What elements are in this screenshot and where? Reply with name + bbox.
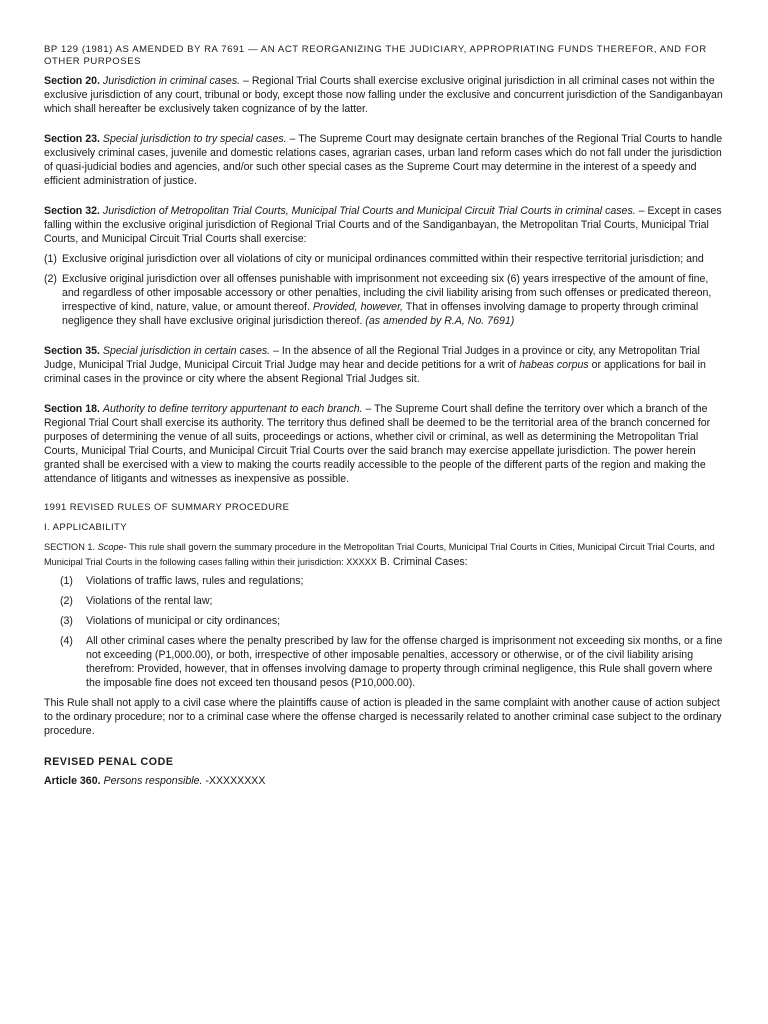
document-page xyxy=(44,44,724,788)
scope-paragraph xyxy=(44,540,724,570)
section-title: Jurisdiction in criminal cases. xyxy=(102,75,241,87)
list-number: (1) xyxy=(44,253,57,265)
rpc-heading: REVISED PENAL CODE xyxy=(44,756,174,768)
section-body: – Regional Trial Courts shall exercise exclusive original jurisdiction in all criminal cases not within the exclusive jurisdiction of any court, tribunal or body, except those now falling under the exclusive and concurrent jurisdiction of the Sandiganbayan which shall hereafter be exclusively taken cognizance of by the latter. xyxy=(44,75,723,115)
criminal-cases-list xyxy=(60,574,724,690)
article-label: Article 360. xyxy=(44,775,101,787)
list-item xyxy=(44,272,724,328)
section-title: Special jurisdiction in certain cases. xyxy=(102,345,271,357)
article-360 xyxy=(44,774,724,788)
section-label: Section 32. xyxy=(44,205,100,217)
section-18 xyxy=(44,402,724,486)
section-23 xyxy=(44,132,724,188)
section-32 xyxy=(44,204,724,328)
section-body: – In the absence of all the Regional Trial Judges in a province or city, any Metropolitan Trial Judge, Municipal Trial Judge, Municipal Circuit Trial Judge may hear and decide petitions for a writ of xyxy=(44,345,700,371)
list-item xyxy=(60,574,724,588)
list-text: Violations of municipal or city ordinances; xyxy=(86,615,281,627)
list-number: (2) xyxy=(44,273,57,285)
scope-label: SECTION 1. xyxy=(44,542,98,552)
scope-title: Scope xyxy=(97,542,124,552)
document-header: BP 129 (1981) AS AMENDED BY RA 7691 — AN ACT REORGANIZING THE JUDICIARY, APPROPRIATING FUNDS THEREFOR, AND FOR OTHER PURPOSES xyxy=(44,44,707,67)
list-number: (2) xyxy=(60,595,73,607)
article-title: Persons responsible. xyxy=(103,775,203,787)
section-title: Jurisdiction of Metropolitan Trial Courts, Municipal Trial Courts and Municipal Circuit Trial Courts in criminal cases. xyxy=(102,205,636,217)
section-body: – Except in cases falling within the exclusive original jurisdiction of Regional Trial Courts and of the Sandiganbayan, the Metropolitan Trial Courts, Municipal Trial Courts, and Municipal Circuit Trial Courts shall exercise: xyxy=(44,205,722,245)
list-text: Violations of the rental law; xyxy=(86,595,213,607)
list-item xyxy=(60,594,724,608)
list-number: (4) xyxy=(60,635,73,647)
section-label: Section 20. xyxy=(44,75,100,87)
list-item xyxy=(60,614,724,628)
section-body-italic: habeas corpus xyxy=(519,359,589,371)
section-label: Section 23. xyxy=(44,133,100,145)
scope-body: - This rule shall govern the summary procedure in the Metropolitan Trial Courts, Municipal Trial Courts in Cities, Municipal Circuit Trial Courts, and Municipal Trial Courts in the following cases falling within their jurisdiction: XXXXX xyxy=(44,542,715,567)
list-text: Exclusive original jurisdiction over all violations of city or municipal ordinances committed within their respective territorial jurisdiction; and xyxy=(62,253,704,265)
applicability-heading: I. APPLICABILITY xyxy=(44,522,127,533)
section-label: Section 18. xyxy=(44,403,100,415)
section-body: or applications for bail in criminal cases in the province or city where the absent Regional Trial Judges sit. xyxy=(44,359,706,385)
section-label: Section 35. xyxy=(44,345,100,357)
section-body: – The Supreme Court shall define the territory over which a branch of the Regional Trial Court shall exercise its authority. The territory thus defined shall be deemed to be the territorial area of the branch concerned for purposes of determining the venue of all suits, proceedings or actions, whether civil or criminal, as well as determining the Metropolitan Trial Courts, Municipal Trial Courts, and Municipal Circuit Trial Courts over the said branch may exercise appellate jurisdiction. The power herein granted shall be exercised with a view to making the courts readily accessible to the people of the different parts of the region and making the attendance of litigants and witnesses as inexpensive as possible. xyxy=(44,403,711,485)
section-35 xyxy=(44,344,724,386)
list-text: Violations of traffic laws, rules and regulations; xyxy=(86,575,304,587)
list-number: (3) xyxy=(60,615,73,627)
scope-tail: B. Criminal Cases: xyxy=(376,556,468,568)
list-item xyxy=(44,252,724,266)
summary-heading: 1991 REVISED RULES OF SUMMARY PROCEDURE xyxy=(44,502,290,513)
list-number: (1) xyxy=(60,575,73,587)
list-text: Exclusive original jurisdiction over all offenses punishable with imprisonment not exceeding six (6) years irrespective of the amount of fine, and regardless of other imposable accessory or other penalties, including the civil liability arising from such offenses or predicated thereon, irrespective of kind, nature, value, or amount thereof. Provided, however, That in offenses involving damage to property through criminal negligence they shall have exclusive original jurisdiction thereof. (as amended by R.A, No. 7691) xyxy=(62,273,712,327)
section-20 xyxy=(44,74,724,116)
section-title: Special jurisdiction to try special cases. xyxy=(102,133,287,145)
article-tail: -XXXXXXXX xyxy=(202,775,266,787)
section-32-list xyxy=(44,252,724,328)
summary-closing: This Rule shall not apply to a civil case where the plaintiffs cause of action is pleaded in the same complaint with another cause of action subject to the ordinary procedure; nor to a criminal case where the offense charged is necessarily related to another criminal case subject to the ordinary procedure. xyxy=(44,697,722,737)
section-title: Authority to define territory appurtenant to each branch. xyxy=(102,403,363,415)
list-text: All other criminal cases where the penalty prescribed by law for the offense charged is imprisonment not exceeding six months, or a fine not exceeding (P1,000.00), or both, irrespective of other imposable penalties, accessory or otherwise, or of the civil liability arising therefrom: Provided, however, that in offenses involving damage to property through criminal negligence, this Rule shall govern where the imposable fine does not exceed ten thousand pesos (P10,000.00). xyxy=(86,635,723,689)
section-body: – The Supreme Court may designate certain branches of the Regional Trial Courts to handle exclusively criminal cases, juvenile and domestic relations cases, agrarian cases, urban land reform cases which do not fall under the jurisdiction of quasi-judicial bodies and agencies, and/or such other special cases as the Supreme Court may determine in the interest of a speedy and efficient administration of justice. xyxy=(44,133,723,187)
list-item xyxy=(60,634,724,690)
